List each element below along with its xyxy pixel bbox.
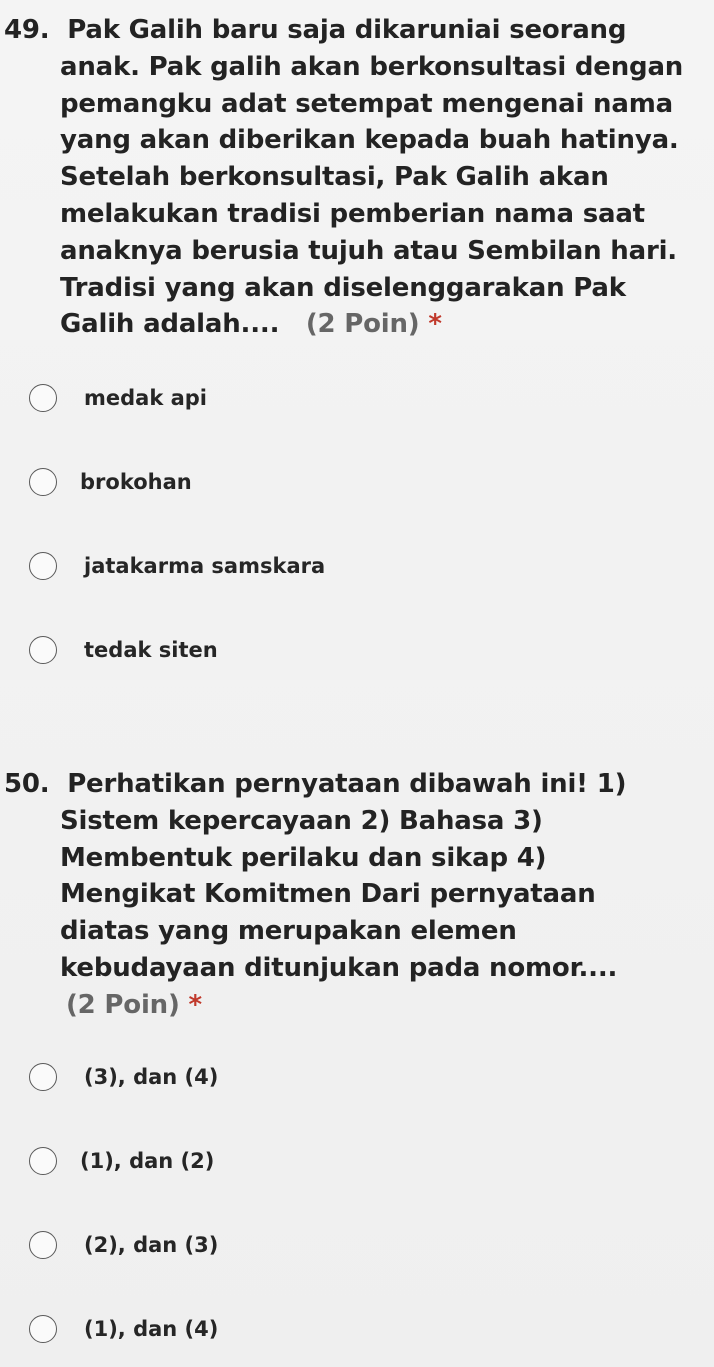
question-line: diatas yang merupakan elemen (60, 916, 517, 947)
question-line: Galih adalah.... (60, 309, 280, 340)
option-label: brokohan (80, 470, 192, 494)
option-label: (1), dan (2) (80, 1149, 215, 1173)
question-line: kebudayaan ditunjukan pada nomor.... (60, 952, 618, 983)
option-2-dan-3[interactable] (0, 1221, 500, 1271)
required-asterisk: * (188, 989, 202, 1020)
question-line: yang akan diberikan kepada buah hatinya. (60, 125, 679, 156)
option-label: tedak siten (84, 638, 218, 662)
option-jatakarma-samskara[interactable] (0, 542, 500, 592)
question-line: Pak Galih baru saja dikaruniai seorang (67, 15, 627, 45)
question-number: 49. (4, 15, 50, 45)
question-text (4, 766, 704, 1024)
required-asterisk: * (428, 309, 442, 340)
question-line: pemangku adat setempat mengenai nama (60, 88, 673, 119)
radio-button[interactable] (29, 1063, 57, 1091)
points-label: (2 Poin) (66, 989, 180, 1020)
radio-button[interactable] (29, 636, 57, 664)
radio-button[interactable] (29, 468, 57, 496)
option-label: (1), dan (4) (84, 1317, 219, 1341)
points-label: (2 Poin) (305, 309, 420, 340)
question-line: Tradisi yang akan diselenggarakan Pak (60, 272, 626, 303)
option-label: jatakarma samskara (84, 554, 326, 578)
option-label: medak api (84, 386, 208, 410)
question-line: melakukan tradisi pemberian nama saat (60, 198, 645, 229)
question-line: Perhatikan pernyataan dibawah ini! 1) (67, 769, 627, 799)
radio-button[interactable] (29, 1147, 57, 1175)
radio-button[interactable] (29, 552, 57, 580)
option-medak-api[interactable] (0, 374, 500, 424)
option-1-dan-2[interactable] (0, 1137, 500, 1187)
option-tedak-siten[interactable] (0, 626, 500, 676)
question-line: Setelah berkonsultasi, Pak Galih akan (60, 162, 609, 193)
option-3-dan-4[interactable] (0, 1053, 500, 1103)
question-line: Mengikat Komitmen Dari pernyataan (60, 879, 596, 910)
question-line: Membentuk perilaku dan sikap 4) (60, 842, 547, 873)
question-line: anak. Pak galih akan berkonsultasi dengan (60, 51, 684, 82)
option-brokohan[interactable] (0, 458, 500, 508)
radio-button[interactable] (29, 384, 57, 412)
option-label: (2), dan (3) (84, 1233, 219, 1257)
question-line: anaknya berusia tujuh atau Sembilan hari. (60, 235, 677, 266)
option-label: (3), dan (4) (84, 1065, 219, 1089)
radio-button[interactable] (29, 1315, 57, 1343)
question-line: Sistem kepercayaan 2) Bahasa 3) (60, 805, 543, 836)
radio-button[interactable] (29, 1231, 57, 1259)
question-text (4, 12, 704, 343)
question-number: 50. (4, 769, 50, 799)
option-1-dan-4[interactable] (0, 1305, 500, 1355)
